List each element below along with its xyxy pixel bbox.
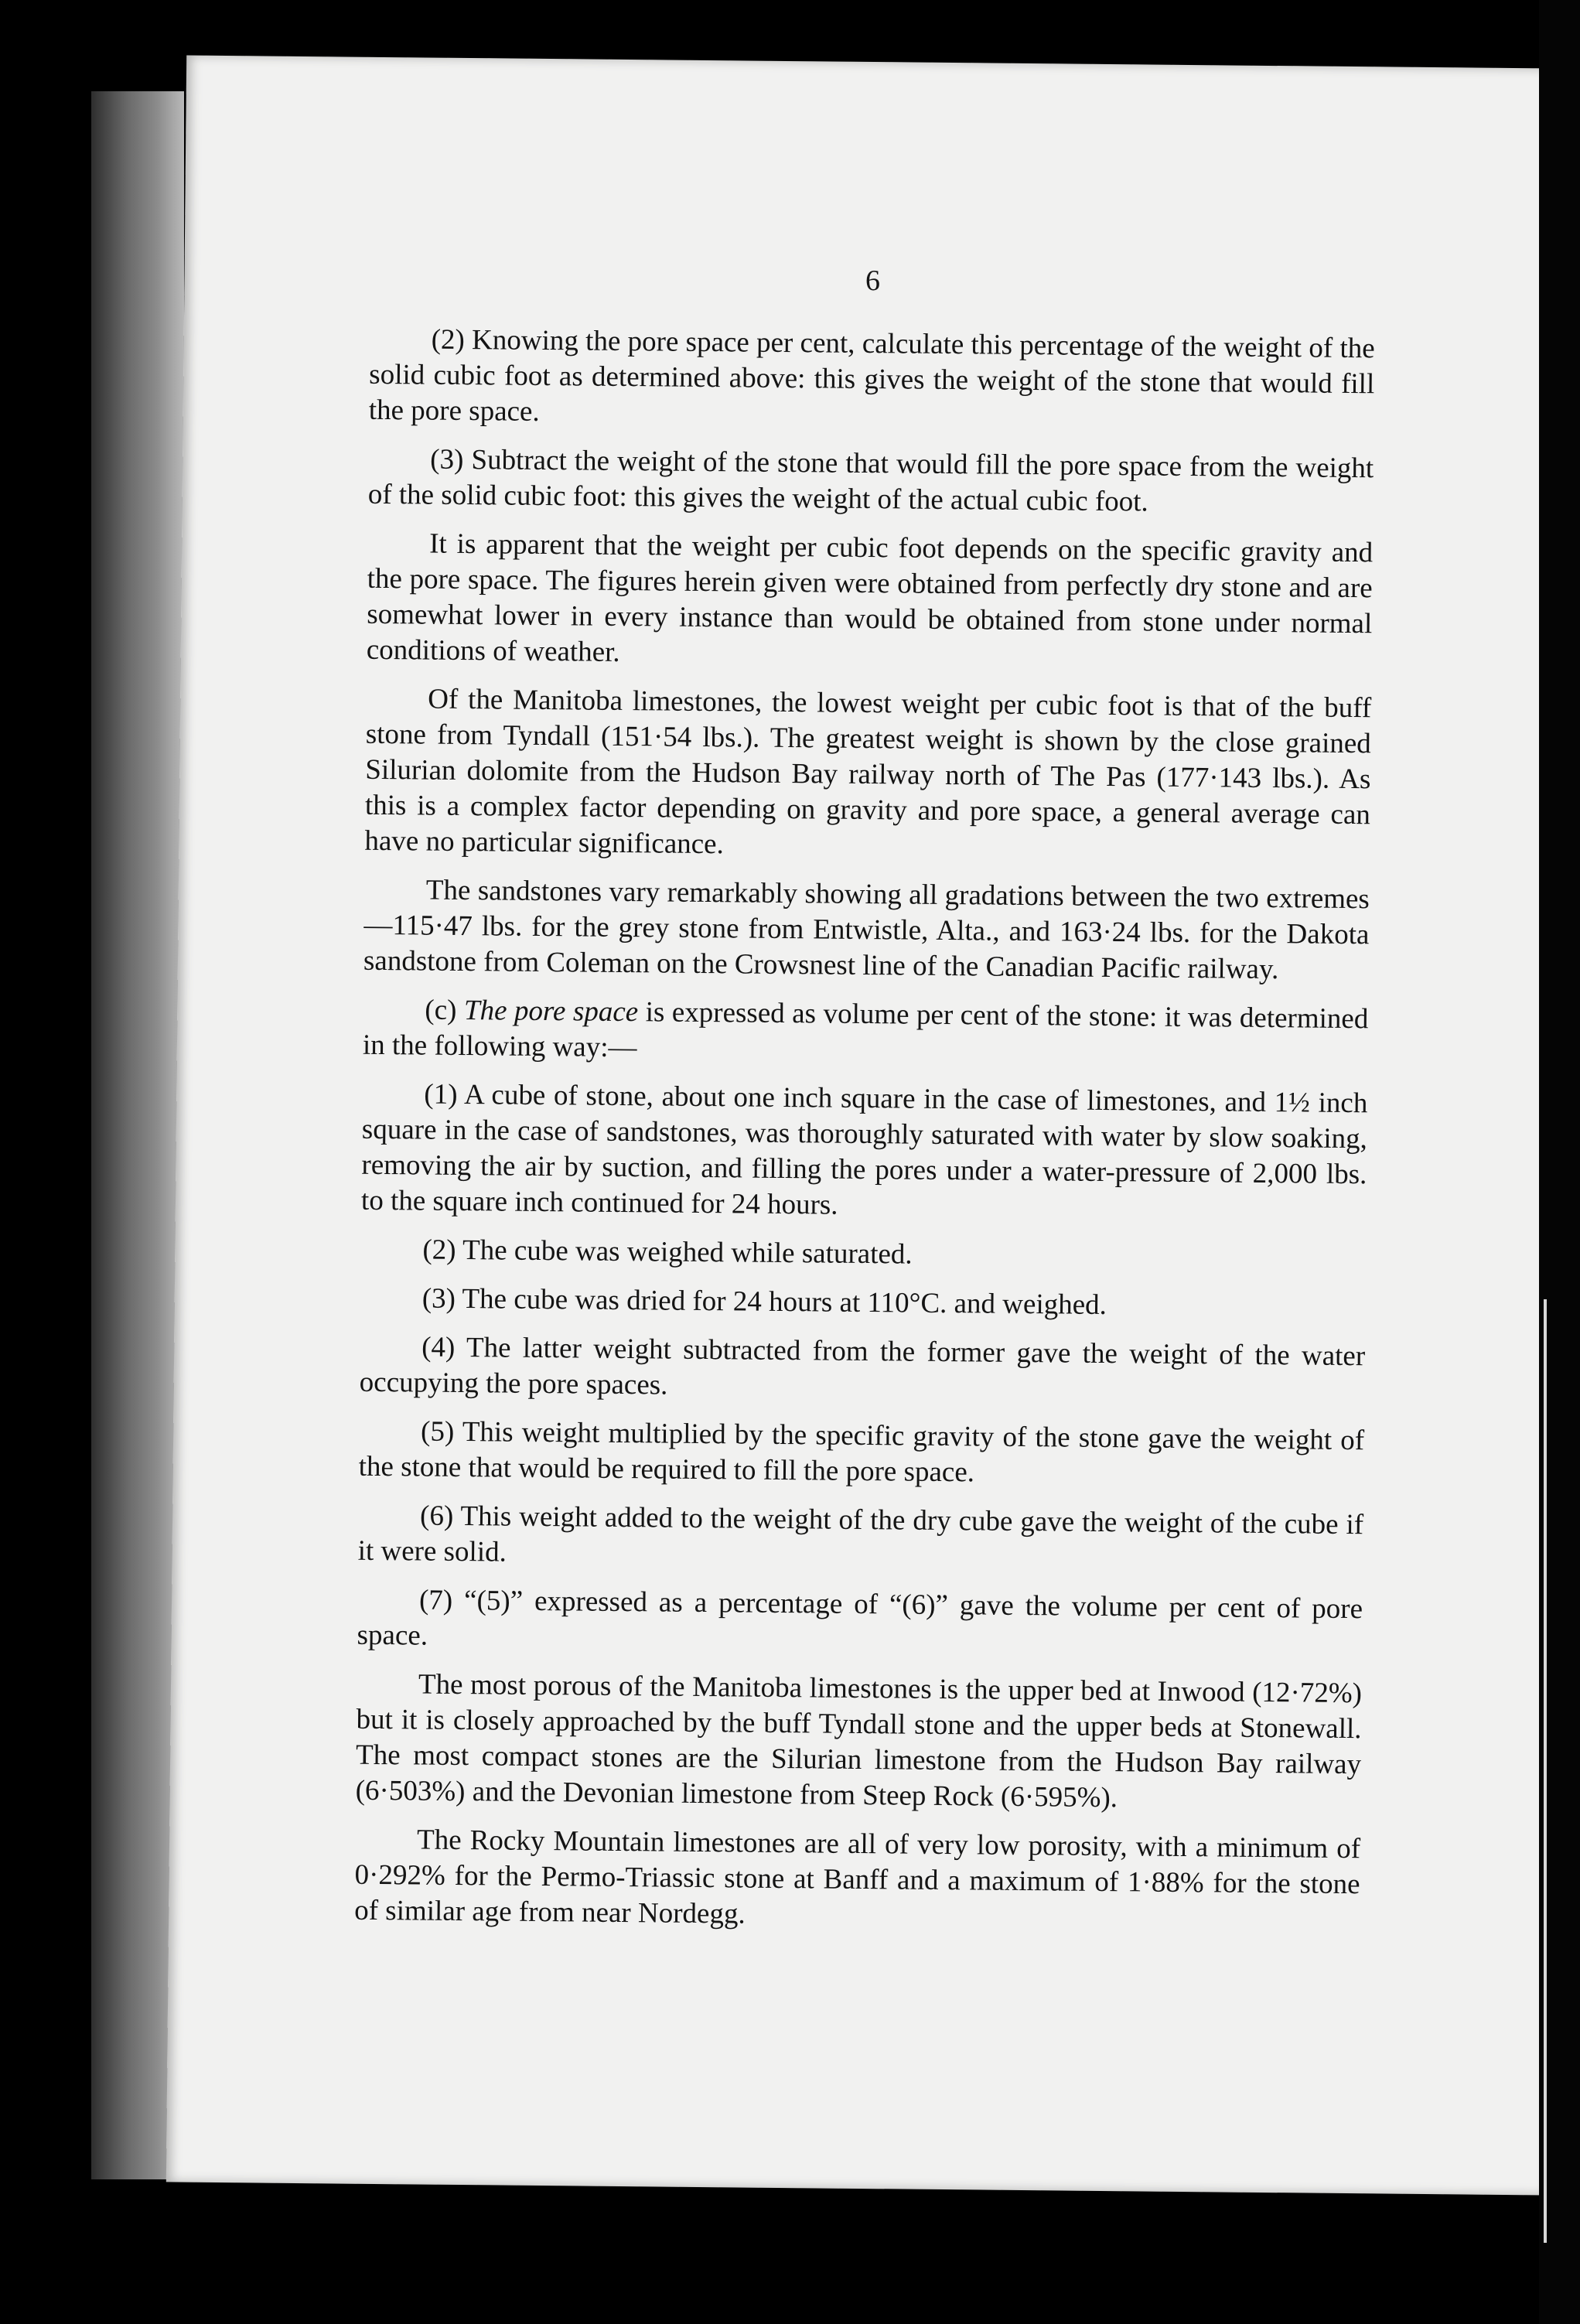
document-page [166,56,1563,2196]
paragraph-pore-space-intro [363,992,1369,1073]
paragraph-method-7: (7) “(5)” expressed as a percentage of “(6)” gave the volume per cent of pore space. [357,1584,1363,1652]
paragraph-manitoba-weights: Of the Manitoba limestones, the lowest weight per cubic foot is that of the buff stone from Tyndall (151·54 lbs.). The greatest weight is shown by the close grained Silurian dolomite from the Hudson Bay railway north of The Pas (177·143 lbs.). As this is a complex factor depending on gravity and pore space, a general average can have no particular significance. [364,683,1372,861]
paragraph-step-2: (2) Knowing the pore space per cent, calculate this percentage of the weight of the solid cubic foot as determined above: this gives the weight of the stone that would fill the pore space. [368,323,1375,428]
pore-space-heading: The pore space [463,995,639,1029]
page-content [354,258,1376,1951]
pore-space-section-marker: (c) [425,994,465,1027]
paragraph-rocky-mountain-porosity: The Rocky Mountain limestones are all of very low porosity, with a minimum of 0·292% for the Permo-Triassic stone at Banff and a maximum of 1·88% for the stone of similar age from near Nordegg. [354,1824,1361,1930]
paragraph-weight-dependence: It is apparent that the weight per cubic foot depends on the specific gravity and the pore space. The figures herein given were obtained from perfectly dry stone and are somewhat lower in every instance than would be obtained from stone under normal conditions of weather. [366,527,1374,668]
pore-space-intro-text: is expressed as volume per cent of the stone: it was determined in the following way:— [362,996,1369,1064]
paragraph-method-3: (3) The cube was dried for 24 hours at 110°C. and weighed. [421,1282,1107,1322]
paragraph-method-5: (5) This weight multiplied by the specific gravity of the stone gave the weight of the stone that would be required to fill the pore space. [358,1415,1365,1489]
paragraph-step-3: (3) Subtract the weight of the stone that would fill the pore space from the weight of the solid cubic foot: this gives the weight of the actual cubic foot. [367,443,1374,518]
paragraph-method-4: (4) The latter weight subtracted from the former gave the weight of the water occupying the pore spaces. [359,1331,1366,1401]
scan-right-rule [1544,1299,1547,2243]
page-number: 6 [865,264,881,298]
paragraph-method-6: (6) This weight added to the weight of the dry cube gave the weight of the cube if it were solid. [357,1500,1364,1568]
paragraph-method-2: (2) The cube was weighed while saturated. [422,1234,913,1271]
paragraph-manitoba-porosity: The most porous of the Manitoba limestones is the upper bed at Inwood (12·72%) but it is closely approached by the buff Tyndall stone and the upper beds at Stonewall. The most compact stones are the Silurian limestone from the Hudson Bay railway (6·503%) and the Devonian limestone from Steep Rock (6·595%). [355,1668,1363,1814]
paragraph-method-1: (1) A cube of stone, about one inch square in the case of limestones, and 1½ inch square in the case of sandstones, was thoroughly saturated with water by slow soaking, removing the air by suction, and filling the pores under a water-pressure of 2,000 lbs. to the square inch continued for 24 hours. [360,1078,1368,1221]
paragraph-sandstone-weights: The sandstones vary remarkably showing all gradations between the two extremes—115·47 lbs. for the grey stone from Entwistle, Alta., and 163·24 lbs. for the Dakota sandstone from Coleman on the Crowsnest line of the Canadian Pacific railway. [363,874,1370,986]
